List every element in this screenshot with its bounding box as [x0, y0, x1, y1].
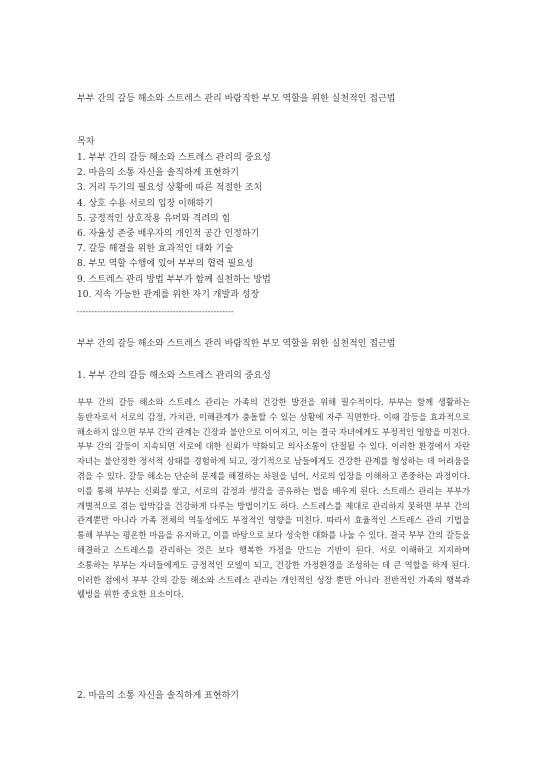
- section-1-heading: 1. 부부 간의 갈등 해소와 스트레스 관리의 중요성: [77, 371, 271, 381]
- toc-item: 9. 스트레스 관리 방법 부부가 함께 실천하는 방법: [77, 274, 271, 285]
- toc-heading: 목차: [77, 137, 95, 147]
- toc-item: 4. 상호 수용 서로의 입장 이해하기: [77, 198, 213, 209]
- section-1-body: 부부 간의 갈등 해소와 스트레스 관리는 가족의 건강한 발전을 위해 필수적이다. 부부는 함께 생활하는 동반자로서 서로의 감정, 가치관, 이해관계가 충돌할 수 있는 상황에 자주 직면한다. 이때 갈등을 효과적으로 해소하지 않으면 부부 간의 관계는 긴장과 불안으로 이어지고, 이는 결국 자녀에게도 부정적인 영향을 미친다. 부부 간의 갈등이 지속되면 서로에 대한 신뢰가 약화되고 의사소통이 단절될 수 있다. 이러한 환경에서 자란 자녀는 불안정한 정서적 상태를 경험하게 되고, 장기적으로 남들에게도 건강한 관계를 형성하는 데 어려움을 겪을 수 있다. 갈등 해소는 단순히 문제를 해결하는 차원을 넘어, 서로의 입장을 이해하고 존중하는 과정이다. 이를 통해 부부는 신뢰를 쌓고, 서로의 감정과 생각을 공유하는 법을 배우게 된다. 스트레스 관리는 부부가 개별적으로 겪는 압박감을 건강하게 다루는 방법이기도 하다. 스트레스를 제대로 관리하지 못하면 부부 간의 관계뿐만 아니라 가족 전체의 역동성에도 부정적인 영향을 미친다. 따라서 효율적인 스트레스 관리 기법을 통해 부부는 평온한 마음을 유지하고, 이를 바탕으로 보다 성숙한 대화를 나눌 수 있다. 결국 부부 간의 갈등을 해결하고 스트레스를 관리하는 것은 보다 행복한 가정을 만드는 기반이 된다. 서로 이해하고 지지하며 소통하는 부부는 자녀들에게도 긍정적인 모델이 되고, 건강한 가정환경을 조성하는 데 큰 역할을 하게 된다. 이러한 점에서 부부 간의 갈등 해소와 스트레스 관리는 개인적인 성장 뿐만 아니라 전반적인 가족의 행복과 웰빙을 위한 중요한 요소이다.: [77, 397, 470, 600]
- toc-item: 3. 거리 두기의 필요성 상황에 따른 적절한 조치: [77, 183, 263, 194]
- toc-item: 7. 갈등 해결을 위한 효과적인 대화 기술: [77, 244, 234, 255]
- table-of-contents: [77, 151, 271, 303]
- section-2-heading: 2. 마음의 소통 자신을 솔직하게 표현하기: [77, 691, 239, 701]
- toc-item: 2. 마음의 소통 자신을 솔직하게 표현하기: [77, 168, 239, 179]
- toc-item: 1. 부부 간의 갈등 해소와 스트레스 관리의 중요성: [77, 153, 271, 163]
- section-divider: ------------------------------------------------------: [77, 307, 234, 316]
- document-title: 부부 간의 갈등 해소와 스트레스 관리 바람직한 부모 역할을 위한 실천적인 접근법: [77, 94, 396, 104]
- toc-item: 10. 지속 가능한 관계를 위한 자기 개발과 성장: [77, 289, 260, 300]
- document-title-repeat: 부부 간의 갈등 해소와 스트레스 관리 바람직한 부모 역할을 위한 실천적인 접근법: [77, 339, 396, 349]
- toc-item: 8. 부모 역할 수행에 있어 부부의 협력 필요성: [77, 259, 254, 270]
- toc-item: 6. 자율성 존중 배우자의 개인적 공간 인정하기: [77, 228, 260, 239]
- toc-item: 5. 긍정적인 상호작용 유머와 격려의 힘: [77, 213, 231, 224]
